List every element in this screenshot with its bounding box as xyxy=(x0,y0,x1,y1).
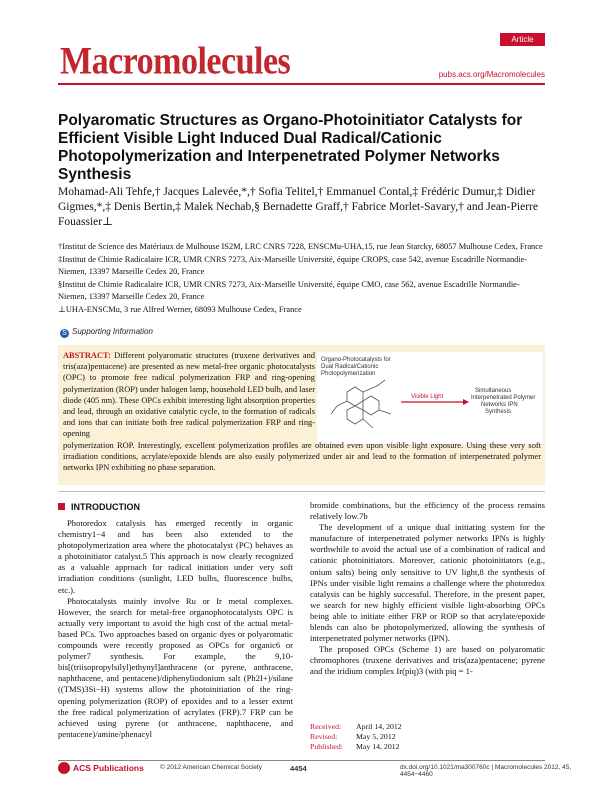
revised-value: May 5, 2012 xyxy=(356,731,396,741)
journal-title: Macromolecules xyxy=(60,40,291,83)
toc-caption-line2: Dual Radical/Cationic xyxy=(321,364,379,370)
acs-logo-icon xyxy=(58,762,70,774)
info-icon: S xyxy=(60,329,69,338)
abstract-label: ABSTRACT: xyxy=(63,351,111,360)
affiliation-1: †Institut de Science des Matériaux de Mulhouse IS2M, LRC CNRS 7228, ENSCMu-UHA,15, rue Jean Starcky, 68057 Mulhouse Cedex, France xyxy=(58,242,543,251)
toc-result-line1: Simultaneous xyxy=(475,388,512,394)
abstract-text xyxy=(63,350,541,473)
section-marker-icon xyxy=(58,503,65,510)
affiliation-2: ‡Institut de Chimie Radicalaire ICR, UMR CNRS 7273, Aix-Marseille Université, équipe CROPS, case 542, avenue Escadrille Normandie-Niemen, 13397 Marseille Cedex 20, France xyxy=(58,255,528,276)
toc-result-line4: Synthesis xyxy=(485,409,512,415)
affiliation-3: §Institut de Chimie Radicalaire ICR, UMR CNRS 7273, Aix-Marseille Université, équipe CMO, case 562, avenue Escadrille Normandie-Niemen, 13397 Marseille Cedex 20, France xyxy=(58,280,520,301)
published-label: Published: xyxy=(310,741,343,751)
received-date xyxy=(310,722,545,732)
toc-caption: Organo-Photocatalysts for xyxy=(321,357,391,363)
toc-caption-line3: Photopolymerization xyxy=(321,371,376,377)
journal-url-link[interactable]: pubs.acs.org/Macromolecules xyxy=(438,70,545,79)
header-rule xyxy=(58,83,545,85)
toc-result-line2: Interpenetrated Polymer xyxy=(471,395,536,401)
revised-label: Revised: xyxy=(310,731,338,741)
received-value: April 14, 2012 xyxy=(356,722,402,731)
received-label: Received: xyxy=(310,722,342,731)
page-number: 4454 xyxy=(290,764,307,773)
paragraph: Photoredox catalysis has emerged recently in organic chemistry1−4 and has been also extended to the photopolymerization area where the photocatalyst (PC) behaves as a photoinitiator catalyst.5 This approach is now clearly recognized as a valuable approach for radical initiation under very soft irradiation conditions (sunlight, LED bulbs, fluorescence bulbs, etc.). xyxy=(58,518,293,595)
introduction-heading-text: INTRODUCTION xyxy=(71,502,140,512)
publication-dates xyxy=(310,722,545,751)
publisher-name: ACS Publications xyxy=(73,763,144,773)
article-title: Polyaromatic Structures as Organo-Photoinitiator Catalysts for Efficient Visible Light Induced Dual Radical/Cationic Photopolymerization and Interpenetrated Polymer Networks Synthesis xyxy=(58,112,523,183)
left-column xyxy=(58,518,293,740)
abstract-text-first: Different polyaromatic structures (truxene derivatives and tris(aza)pentacene) are presented as new metal-free organic photocatalysts (OPC) to promote free radical polymerization FRP and ring-opening polymerization (ROP) under halogen lamp, household LED bulb, and laser diode (405 nm). These OPCs exhibit interesting light absorption properties and lead, through an oxidative catalytic cycle, to the formation of radicals and ions that can initiate both free radical polymerization FRP and ring-opening xyxy=(63,351,315,439)
paragraph: Photocatalysts mainly involve Ru or Ir metal complexes. However, the search for metal-free organophotocatalysts OPC is actually very important to avoid the high cost of the actual metal-based PCs. Two approaches based on organic dyes or polyaromatic compounds were recently proposed as OPCs for organic6 or polymer7 synthesis. For example, the 9,10-bis[(triisopropylsilyl)ethynyl]anthracene (or pyrene, anthracene, naphthacene, and pentacene)/diphenyliodonium salt (Ph2I+)/silane ((TMS)3Si−H) systems allow the photoinitiation of the ring-opening polymerization (ROP) of epoxides and to a lesser extent the free radical polymerization of acrylates (FRP).7 FRP can be achieved using pyrene (or anthracene, naphthacene, and pentacene)/amine/phenacyl xyxy=(58,595,293,739)
paragraph: The development of a unique dual initiating system for the manufacture of interpenetrated polymer networks IPNs is highly worthwhile to avoid the actual use of a combination of radical and cationic photoinitiators. Moreover, cationic photoinitiators (e.g., onium salts) being only sensitive to UV light,8 the synthesis of IPNs under visible light remains a challenge where the photoredox catalysis can be highly successful. Therefore, in the present paper, we search for new highly efficient visible light-absorbing OPCs being able to initiate either FRP or ROP so that acrylate/epoxide blends can also be photopolymerized, allowing the synthesis of interpenetrated polymer networks (IPN). xyxy=(310,522,545,644)
author-list: Mohamad-Ali Tehfe,† Jacques Lalevée,*,† Sofia Telitel,† Emmanuel Contal,‡ Frédéric Dumur,‡ Didier Gigmes,*,‡ Denis Bertin,‡ Malek Nechab,§ Bernadette Graff,† Fabrice Morlet-Savary,† and Jean-Pierre Fouassier⊥ xyxy=(58,186,538,228)
copyright: © 2012 American Chemical Society xyxy=(160,764,262,771)
affiliation-4: ⊥UHA-ENSCMu, 3 rue Alfred Werner, 68093 Mulhouse Cedex, France xyxy=(58,305,302,315)
introduction-heading xyxy=(58,502,140,512)
published-date xyxy=(310,742,545,752)
paragraph: bromide combinations, but the efficiency of the process remains relatively low.7b xyxy=(310,500,545,522)
footer-rule xyxy=(58,760,545,761)
article-type-tab: Article xyxy=(500,33,545,46)
right-column xyxy=(310,500,545,678)
revised-date xyxy=(310,732,545,742)
published-value: May 14, 2012 xyxy=(356,741,400,751)
toc-result-line3: Networks IPN xyxy=(481,402,518,408)
paragraph: The proposed OPCs (Scheme 1) are based on polyaromatic chromophores (truxene derivatives and tris(aza)pentacene; pyrene and the iridium complex Ir(piq)3 (with piq = 1- xyxy=(310,644,545,677)
abstract-text-rest: polymerization ROP. Interestingly, excellent polymerization profiles are obtained even upon visible light exposure. Using these very soft irradiation conditions, acrylate/epoxide blends are also easily polymerized under air and lead to the formation of interpenetrated polymer networks IPN exhibiting no phase separation. xyxy=(63,440,541,473)
supporting-info-label: Supporting Information xyxy=(72,327,153,336)
affiliations xyxy=(58,241,548,317)
abstract-divider xyxy=(58,491,545,492)
acs-publications-logo xyxy=(58,762,144,774)
supporting-info-link[interactable] xyxy=(60,327,153,338)
doi-citation[interactable]: dx.doi.org/10.1021/ma300760c | Macromolecules 2012, 45, 4454−4460 xyxy=(400,764,572,778)
visible-light-label: Visible Light xyxy=(411,394,444,400)
abstract-first-block xyxy=(63,350,315,440)
